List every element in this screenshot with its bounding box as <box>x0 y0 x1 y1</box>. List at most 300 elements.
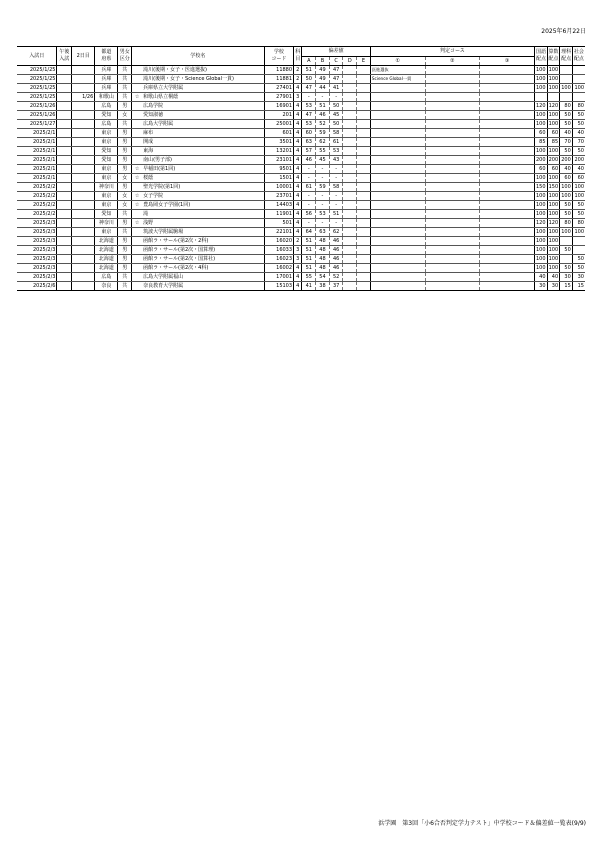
cell-dev-b: 59 <box>316 129 330 138</box>
cell-code: 601 <box>264 129 293 138</box>
cell-dev-d <box>343 102 357 111</box>
cell-date: 2025/2/3 <box>17 246 57 255</box>
cell-dev-e <box>357 147 371 156</box>
cell-subjects: 4 <box>294 84 302 93</box>
cell-soc-points: 50 <box>572 210 585 219</box>
header-course-3: ③ <box>480 57 535 66</box>
cell-course-2 <box>425 255 480 264</box>
cell-jp-points: 30 <box>534 282 547 291</box>
cell-subjects: 4 <box>294 219 302 228</box>
cell-gender: 共 <box>118 66 132 75</box>
cell-dev-d <box>343 156 357 165</box>
cell-dev-d <box>343 66 357 75</box>
cell-dev-d <box>343 201 357 210</box>
cell-mark: ☆ <box>132 174 143 183</box>
cell-dev-e <box>357 75 371 84</box>
cell-course-2 <box>425 138 480 147</box>
cell-jp-points: 100 <box>536 202 546 208</box>
cell-pref: 北海道 <box>95 255 118 264</box>
cell-dev-c: 50 <box>329 102 343 111</box>
cell-course-2 <box>425 183 480 192</box>
cell-math-points: 100 <box>548 193 559 199</box>
cell-sci-points: 200 <box>561 157 571 163</box>
cell-soc-points <box>572 75 585 84</box>
cell-sci-points: 80 <box>560 219 573 228</box>
cell-late <box>57 183 72 192</box>
cell-gender: 共 <box>118 93 132 102</box>
cell-dev-b: 51 <box>316 102 330 111</box>
cell-course-3 <box>480 264 535 273</box>
cell-mark <box>132 273 143 282</box>
cell-dev-d <box>343 165 357 174</box>
table-row <box>17 75 585 84</box>
cell-code: 3501 <box>264 138 293 147</box>
cell-jp-points: 120 <box>536 103 546 109</box>
cell-sci-points: 40 <box>560 129 573 138</box>
cell-math-points: 60 <box>547 129 560 138</box>
cell-dev-e <box>357 102 371 111</box>
cell-pref: 兵庫 <box>95 84 118 93</box>
cell-jp-points: 100 <box>536 85 546 91</box>
cell-code: 10001 <box>264 183 293 192</box>
cell-mark <box>132 210 143 219</box>
cell-second-day <box>72 210 95 219</box>
table-row <box>17 165 585 174</box>
cell-math-points <box>547 93 560 102</box>
table-row <box>17 174 585 183</box>
cell-dev-c: - <box>329 192 343 201</box>
cell-course-1 <box>370 84 425 93</box>
cell-dev-a: 57 <box>302 147 316 156</box>
cell-course-3 <box>480 228 535 237</box>
cell-course-1 <box>370 183 425 192</box>
cell-code: 501 <box>264 219 293 228</box>
cell-date: 2025/2/3 <box>17 219 57 228</box>
cell-dev-e <box>357 192 371 201</box>
cell-soc-points: 80 <box>572 219 585 228</box>
cell-course-3 <box>480 156 535 165</box>
cell-dev-b: 59 <box>316 183 330 192</box>
cell-sci-points: 50 <box>560 246 573 255</box>
cell-sci-points: 50 <box>560 147 573 156</box>
cell-dev-c: - <box>329 174 343 183</box>
table-row <box>17 246 585 255</box>
cell-math-points: 120 <box>548 220 559 226</box>
cell-soc-points: 50 <box>572 111 585 120</box>
cell-course-1 <box>370 273 425 282</box>
cell-dev-a: 51 <box>302 264 316 273</box>
cell-dev-c: - <box>329 93 343 102</box>
cell-soc-points: 40 <box>572 129 585 138</box>
table-row <box>17 66 585 75</box>
cell-jp-points: 200 <box>536 157 546 163</box>
cell-math-points: 150 <box>548 184 559 190</box>
cell-course-3 <box>480 165 535 174</box>
cell-dev-c: 58 <box>329 129 343 138</box>
cell-second-day <box>72 165 95 174</box>
cell-course-3 <box>480 84 535 93</box>
cell-dev-a: 53 <box>302 102 316 111</box>
cell-dev-e <box>357 111 371 120</box>
cell-math-points: 120 <box>548 103 559 109</box>
cell-school: 愛知淑徳 <box>142 111 264 120</box>
cell-jp-points: 100 <box>536 76 546 82</box>
cell-math-points: 100 <box>548 265 559 271</box>
header-dev-c: C <box>329 57 343 66</box>
cell-dev-c: 46 <box>329 264 343 273</box>
cell-second-day <box>72 282 95 291</box>
cell-code: 25001 <box>264 120 293 129</box>
cell-date: 2025/2/1 <box>17 147 57 156</box>
cell-second-day <box>72 192 95 201</box>
cell-course-2 <box>425 129 480 138</box>
header-sci-points: 理科 配点 <box>560 47 573 66</box>
cell-course-3 <box>480 201 535 210</box>
cell-sci-points: 50 <box>560 111 573 120</box>
cell-sci-points: 40 <box>560 165 573 174</box>
cell-dev-d <box>343 273 357 282</box>
cell-soc-points: 50 <box>572 120 585 129</box>
cell-dev-e <box>357 165 371 174</box>
cell-school: 東海 <box>142 147 264 156</box>
cell-code: 22101 <box>264 228 293 237</box>
cell-code: 201 <box>264 111 293 120</box>
cell-dev-e <box>357 84 371 93</box>
cell-late <box>57 237 72 246</box>
cell-soc-points: 60 <box>572 174 585 183</box>
cell-second-day <box>72 264 95 273</box>
header-late: 午後 入試 <box>57 47 72 66</box>
cell-dev-b: 48 <box>316 246 330 255</box>
table-row <box>17 228 585 237</box>
header-gender: 男女 区分 <box>118 47 132 66</box>
cell-pref: 愛知 <box>95 156 118 165</box>
cell-pref: 東京 <box>95 129 118 138</box>
cell-jp-points: 100 <box>536 265 546 271</box>
cell-dev-d <box>343 93 357 102</box>
cell-school: 奈良教育大学附属 <box>142 282 264 291</box>
cell-dev-c: 43 <box>329 156 343 165</box>
table-row <box>17 237 585 246</box>
cell-dev-d <box>343 228 357 237</box>
cell-jp-points: 100 <box>536 229 546 235</box>
cell-late <box>57 111 72 120</box>
cell-date: 2025/1/27 <box>17 120 57 129</box>
cell-dev-c: 47 <box>329 75 343 84</box>
cell-dev-d <box>343 183 357 192</box>
cell-sci-points: 15 <box>560 282 573 291</box>
cell-second-day <box>72 255 95 264</box>
cell-dev-b: 54 <box>316 273 330 282</box>
cell-mark <box>132 111 143 120</box>
cell-gender: 共 <box>118 282 132 291</box>
cell-course-2 <box>425 102 480 111</box>
cell-mark <box>132 255 143 264</box>
cell-math-points: 100 <box>548 76 559 82</box>
cell-soc-points: 50 <box>572 201 585 210</box>
cell-mark <box>132 183 143 192</box>
cell-mark <box>132 282 143 291</box>
cell-sci-points: 100 <box>561 85 571 91</box>
cell-jp-points: 150 <box>536 184 546 190</box>
cell-pref: 愛知 <box>95 210 118 219</box>
cell-dev-a: 64 <box>302 228 316 237</box>
cell-gender: 共 <box>118 75 132 84</box>
cell-course-1 <box>370 129 425 138</box>
cell-second-day <box>72 246 95 255</box>
cell-math-points: 200 <box>548 157 559 163</box>
cell-pref: 広島 <box>95 102 118 111</box>
table-row <box>17 129 585 138</box>
header-school: 学校名 <box>132 47 265 66</box>
cell-late <box>57 246 72 255</box>
cell-math-points: 100 <box>548 175 559 181</box>
cell-school: 南山(男子部) <box>142 156 264 165</box>
cell-code: 9501 <box>264 165 293 174</box>
cell-late <box>57 273 72 282</box>
cell-school: 函館ラ・サール(第2次・4科) <box>142 264 264 273</box>
cell-mark <box>132 84 143 93</box>
cell-gender: 男 <box>118 147 132 156</box>
table-row <box>17 138 585 147</box>
cell-pref: 神奈川 <box>95 183 118 192</box>
cell-jp-points: 100 <box>536 112 546 118</box>
cell-pref: 東京 <box>95 228 118 237</box>
cell-code: 23701 <box>264 192 293 201</box>
cell-subjects: 4 <box>294 156 302 165</box>
header-deviation: 偏差値 <box>302 47 370 57</box>
cell-dev-a: 53 <box>302 120 316 129</box>
cell-sci-points: 100 <box>561 193 571 199</box>
cell-second-day <box>72 183 95 192</box>
cell-mark <box>132 246 143 255</box>
cell-late <box>57 165 72 174</box>
cell-subjects: 4 <box>294 282 302 291</box>
cell-gender: 男 <box>118 165 132 174</box>
cell-math-points: 100 <box>548 247 559 253</box>
cell-dev-d <box>343 174 357 183</box>
cell-gender: 男 <box>118 264 132 273</box>
cell-dev-c: 58 <box>329 183 343 192</box>
cell-sci-points: 60 <box>560 174 573 183</box>
header-dev-e: E <box>357 57 371 66</box>
cell-dev-b: 52 <box>316 120 330 129</box>
cell-code: 11881 <box>264 75 293 84</box>
cell-soc-points: 100 <box>572 228 585 237</box>
cell-course-1 <box>370 237 425 246</box>
cell-late <box>57 66 72 75</box>
cell-soc-points: 100 <box>572 183 585 192</box>
cell-dev-e <box>357 219 371 228</box>
cell-dev-a: 51 <box>302 237 316 246</box>
cell-mark <box>132 228 143 237</box>
table-row <box>17 273 585 282</box>
header-course: 判定コース <box>370 47 534 57</box>
cell-dev-d <box>343 75 357 84</box>
cell-sci-points: 30 <box>560 273 573 282</box>
cell-sci-points: 50 <box>560 210 573 219</box>
cell-mark: ☆ <box>132 93 143 102</box>
cell-second-day <box>72 111 95 120</box>
cell-dev-a: 50 <box>302 75 316 84</box>
cell-second-day <box>72 147 95 156</box>
cell-jp-points: 100 <box>536 148 546 154</box>
cell-second-day <box>72 66 95 75</box>
cell-course-3 <box>480 219 535 228</box>
cell-dev-e <box>357 228 371 237</box>
cell-dev-d <box>343 255 357 264</box>
cell-course-1 <box>370 93 425 102</box>
cell-course-3 <box>480 273 535 282</box>
cell-dev-d <box>343 219 357 228</box>
cell-soc-points: 50 <box>572 147 585 156</box>
cell-second-day <box>72 129 95 138</box>
cell-subjects: 4 <box>294 111 302 120</box>
cell-late <box>57 102 72 111</box>
cell-second-day <box>72 120 95 129</box>
cell-sci-points <box>560 93 573 102</box>
cell-gender: 男 <box>118 183 132 192</box>
cell-jp-points: 85 <box>534 138 547 147</box>
cell-sci-points: 50 <box>560 201 573 210</box>
cell-second-day <box>72 201 95 210</box>
cell-dev-a: 63 <box>302 138 316 147</box>
cell-dev-c: 52 <box>329 273 343 282</box>
table-row <box>17 210 585 219</box>
cell-mark <box>132 237 143 246</box>
cell-dev-b: - <box>316 219 330 228</box>
cell-course-3 <box>480 174 535 183</box>
cell-dev-e <box>357 138 371 147</box>
cell-math-points: 100 <box>548 121 559 127</box>
cell-dev-c: 51 <box>329 210 343 219</box>
cell-subjects: 4 <box>294 174 302 183</box>
cell-course-1 <box>370 201 425 210</box>
cell-soc-points: 100 <box>572 84 585 93</box>
cell-course-1 <box>370 282 425 291</box>
cell-math-points: 100 <box>548 229 559 235</box>
cell-dev-b: 55 <box>316 147 330 156</box>
cell-date: 2025/2/2 <box>17 210 57 219</box>
cell-course-1 <box>370 174 425 183</box>
cell-late <box>57 84 72 93</box>
cell-course-2 <box>425 192 480 201</box>
cell-second-day <box>72 84 95 93</box>
cell-gender: 男 <box>118 102 132 111</box>
cell-dev-b: 62 <box>316 138 330 147</box>
cell-math-points: 30 <box>547 282 560 291</box>
cell-course-2 <box>425 84 480 93</box>
table-row <box>17 111 585 120</box>
cell-course-1 <box>370 165 425 174</box>
cell-soc-points: 40 <box>572 165 585 174</box>
cell-course-1 <box>370 138 425 147</box>
cell-course-3 <box>480 129 535 138</box>
cell-dev-b: 49 <box>316 75 330 84</box>
cell-dev-a: 61 <box>302 183 316 192</box>
cell-school: 麻布 <box>142 129 264 138</box>
cell-course-2 <box>425 201 480 210</box>
cell-school: 兵庫県立大学附属 <box>142 84 264 93</box>
cell-dev-a: 55 <box>302 273 316 282</box>
cell-math-points: 100 <box>548 202 559 208</box>
cell-dev-b: 63 <box>316 228 330 237</box>
cell-jp-points: 100 <box>536 175 546 181</box>
cell-dev-d <box>343 192 357 201</box>
cell-course-3 <box>480 75 535 84</box>
cell-course-1 <box>370 210 425 219</box>
cell-subjects: 4 <box>294 228 302 237</box>
table-row <box>17 147 585 156</box>
cell-course-3 <box>480 138 535 147</box>
cell-dev-d <box>343 282 357 291</box>
cell-date: 2025/2/2 <box>17 183 57 192</box>
cell-gender: 男 <box>118 129 132 138</box>
cell-course-1: 医進選抜 <box>370 66 425 75</box>
cell-school: 広島学院 <box>142 102 264 111</box>
cell-pref: 兵庫 <box>95 66 118 75</box>
cell-late <box>57 138 72 147</box>
cell-dev-e <box>357 174 371 183</box>
cell-gender: 女 <box>118 201 132 210</box>
cell-dev-e <box>357 210 371 219</box>
header-subjects: 科 目 <box>294 47 302 66</box>
cell-date: 2025/2/2 <box>17 192 57 201</box>
cell-mark <box>132 66 143 75</box>
cell-late <box>57 75 72 84</box>
cell-course-1 <box>370 147 425 156</box>
cell-dev-a: 60 <box>302 129 316 138</box>
cell-subjects: 4 <box>294 165 302 174</box>
cell-course-2 <box>425 282 480 291</box>
cell-subjects: 4 <box>294 264 302 273</box>
cell-code: 13201 <box>264 147 293 156</box>
cell-dev-b: 48 <box>316 264 330 273</box>
cell-subjects: 2 <box>294 237 302 246</box>
cell-sci-points <box>560 66 573 75</box>
cell-soc-points: 100 <box>572 192 585 201</box>
header-dev-a: A <box>302 57 316 66</box>
cell-mark: ☆ <box>132 165 143 174</box>
cell-dev-c: 47 <box>329 66 343 75</box>
cell-school: 函館ラ・サール(第2次・2科) <box>142 237 264 246</box>
cell-gender: 共 <box>118 228 132 237</box>
cell-dev-c: - <box>329 219 343 228</box>
cell-pref: 愛知 <box>95 111 118 120</box>
cell-date: 2025/2/3 <box>17 228 57 237</box>
cell-date: 2025/1/26 <box>17 102 57 111</box>
cell-dev-d <box>343 84 357 93</box>
cell-school: 広島大学附属福山 <box>142 273 264 282</box>
table-row <box>17 120 585 129</box>
cell-pref: 奈良 <box>95 282 118 291</box>
cell-dev-c: - <box>329 201 343 210</box>
table-row <box>17 84 585 93</box>
cell-dev-a: 46 <box>302 156 316 165</box>
cell-gender: 共 <box>118 84 132 93</box>
cell-second-day <box>72 237 95 246</box>
cell-math-points: 60 <box>547 165 560 174</box>
cell-dev-a: - <box>302 174 316 183</box>
cell-pref: 北海道 <box>95 237 118 246</box>
cell-gender: 男 <box>118 219 132 228</box>
table-row <box>17 219 585 228</box>
header-dev-d: D <box>343 57 357 66</box>
header-dev-b: B <box>316 57 330 66</box>
cell-pref: 北海道 <box>95 246 118 255</box>
cell-dev-d <box>343 120 357 129</box>
cell-mark <box>132 147 143 156</box>
